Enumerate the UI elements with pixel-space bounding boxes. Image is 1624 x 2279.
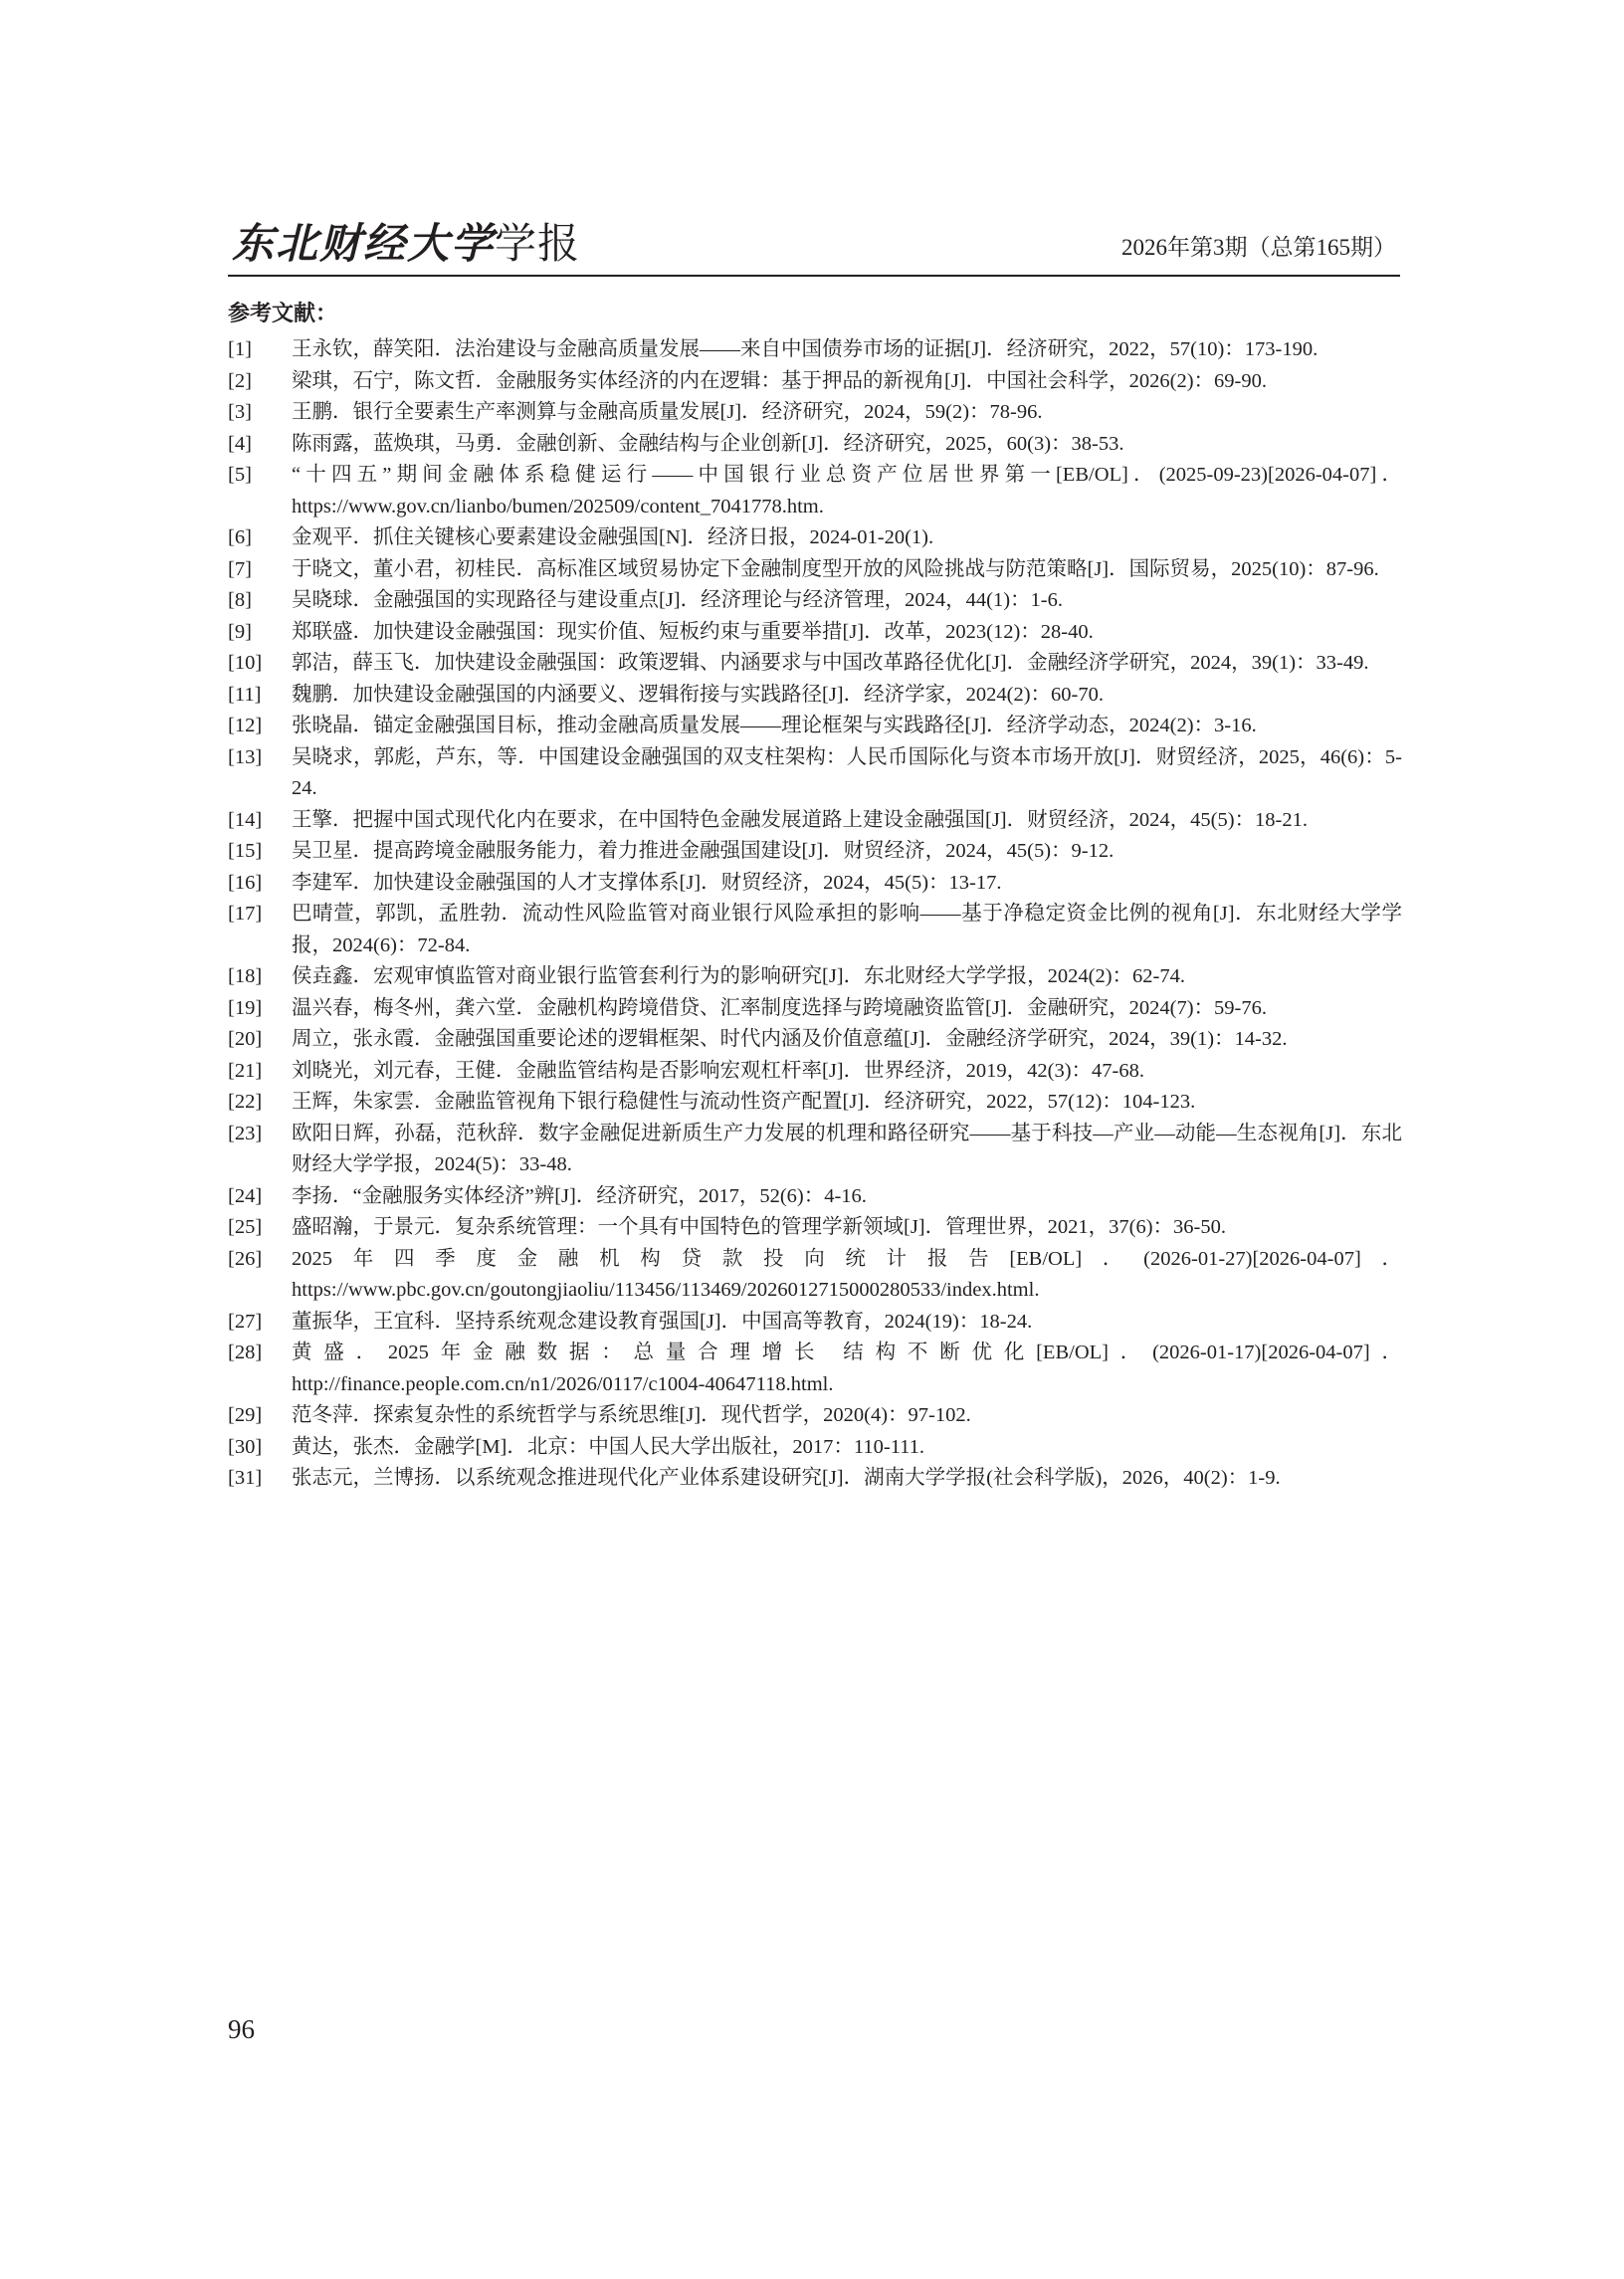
reference-text: 吴晓球．金融强国的实现路径与建设重点[J]．经济理论与经济管理，2024，44(1)：1-6. <box>292 589 1063 611</box>
reference-number: [29] <box>228 1404 263 1426</box>
reference-item <box>228 1024 1402 1056</box>
reference-number: [30] <box>228 1435 263 1458</box>
reference-number: [21] <box>228 1059 263 1082</box>
reference-item <box>228 1212 1402 1244</box>
reference-number: [16] <box>228 871 263 894</box>
reference-item <box>228 680 1402 712</box>
reference-number: [10] <box>228 652 263 674</box>
reference-text: 吴卫星．提高跨境金融服务能力，着力推进金融强国建设[J]．财贸经济，2024，45(5)：9-12. <box>292 840 1115 862</box>
reference-number: [11] <box>228 683 262 706</box>
reference-text: “十四五”期间金融体系稳健运行——中国银行业总资产位居世界第一[EB/OL]．(2025-09-23)[2026-04-07]．https://www.gov.cn/lianbo/bumen/202509/content_7041778.htm. <box>292 464 1402 518</box>
reference-text: 李建军．加快建设金融强国的人才支撑体系[J]．财贸经济，2024，45(5)：13-17. <box>292 871 1002 894</box>
reference-text: 于晓文，董小君，初桂民．高标准区域贸易协定下金融制度型开放的风险挑战与防范策略[J]．国际贸易，2025(10)：87-96. <box>292 557 1379 580</box>
reference-text: 王永钦，薛笑阳．法治建设与金融高质量发展——来自中国债券市场的证据[J]．经济研究，2022，57(10)：173-190. <box>292 338 1319 360</box>
journal-title <box>232 219 580 269</box>
reference-item <box>228 742 1402 805</box>
running-header <box>228 211 1400 277</box>
reference-item <box>228 836 1402 868</box>
reference-number: [5] <box>228 464 252 486</box>
journal-title-calligraphy: 东北财经大学 <box>232 219 496 268</box>
reference-item <box>228 366 1402 398</box>
reference-item <box>228 397 1402 429</box>
reference-number: [26] <box>228 1247 263 1270</box>
reference-number: [13] <box>228 745 263 768</box>
reference-item <box>228 1307 1402 1339</box>
reference-text: 范冬萍．探索复杂性的系统哲学与系统思维[J]．现代哲学，2020(4)：97-102. <box>292 1404 971 1426</box>
reference-item <box>228 993 1402 1025</box>
reference-number: [27] <box>228 1310 263 1333</box>
reference-item <box>228 1181 1402 1213</box>
reference-number: [28] <box>228 1342 263 1363</box>
reference-text: 张志元，兰博扬．以系统观念推进现代化产业体系建设研究[J]．湖南大学学报(社会科学版)，2026，40(2)：1-9. <box>292 1467 1281 1489</box>
reference-text: 陈雨露，蓝焕琪，马勇．金融创新、金融结构与企业创新[J]．经济研究，2025，60(3)：38-53. <box>292 432 1124 455</box>
reference-item <box>228 1087 1402 1119</box>
reference-number: [7] <box>228 557 252 580</box>
reference-text: 欧阳日辉，孙磊，范秋辞．数字金融促进新质生产力发展的机理和路径研究——基于科技—产业—动能—生态视角[J]．东北财经大学学报，2024(5)：33-48. <box>292 1122 1402 1175</box>
reference-text: 刘晓光，刘元春，王健．金融监管结构是否影响宏观杠杆率[J]．世界经济，2019，42(3)：47-68. <box>292 1059 1144 1082</box>
reference-item <box>228 648 1402 680</box>
reference-number: [2] <box>228 369 252 392</box>
reference-text: 魏鹏．加快建设金融强国的内涵要义、逻辑衔接与实践路径[J]．经济学家，2024(2)：60-70. <box>292 683 1104 706</box>
reference-number: [15] <box>228 840 263 862</box>
reference-number: [12] <box>228 715 263 736</box>
references-heading: 参考文献： <box>228 302 338 326</box>
reference-item <box>228 961 1402 993</box>
reference-number: [19] <box>228 996 263 1019</box>
reference-text: 董振华，王宜科．坚持系统观念建设教育强国[J]．中国高等教育，2024(19)：18-24. <box>292 1310 1033 1333</box>
reference-item <box>228 868 1402 900</box>
reference-item <box>228 1432 1402 1464</box>
reference-item <box>228 554 1402 586</box>
reference-item <box>228 1463 1402 1495</box>
reference-number: [1] <box>228 338 252 360</box>
reference-text: 金观平．抓住关键核心要素建设金融强国[N]．经济日报，2024-01-20(1). <box>292 526 934 548</box>
reference-number: [17] <box>228 903 263 925</box>
reference-number: [23] <box>228 1122 263 1144</box>
reference-list <box>228 334 1402 1495</box>
reference-item <box>228 429 1402 461</box>
reference-number: [4] <box>228 432 252 455</box>
reference-number: [18] <box>228 965 263 987</box>
reference-number: [8] <box>228 589 252 611</box>
page-number: 96 <box>228 2014 255 2044</box>
reference-text: 温兴春，梅冬州，龚六堂．金融机构跨境借贷、汇率制度选择与跨境融资监管[J]．金融研究，2024(7)：59-76. <box>292 996 1267 1019</box>
reference-text: 郑联盛．加快建设金融强国：现实价值、短板约束与重要举措[J]．改革，2023(12)：28-40. <box>292 620 1094 643</box>
reference-number: [22] <box>228 1091 263 1113</box>
journal-title-rest: 学报 <box>495 219 581 268</box>
reference-item <box>228 711 1402 742</box>
reference-text: 郭洁，薛玉飞．加快建设金融强国：政策逻辑、内涵要求与中国改革路径优化[J]．金融经济学研究，2024，39(1)：33-49. <box>292 652 1369 674</box>
reference-item <box>228 460 1402 522</box>
reference-text: 梁琪，石宁，陈文哲．金融服务实体经济的内在逻辑：基于押品的新视角[J]．中国社会科学，2026(2)：69-90. <box>292 369 1267 392</box>
reference-number: [14] <box>228 808 263 831</box>
reference-number: [31] <box>228 1467 263 1489</box>
reference-text: 张晓晶．锚定金融强国目标，推动金融高质量发展——理论框架与实践路径[J]．经济学动态，2024(2)：3-16. <box>292 715 1257 736</box>
reference-text: 2025年四季度金融机构贷款投向统计报告[EB/OL]．(2026-01-27)[2026-04-07]．https://www.pbc.gov.cn/goutongjiaoliu/113456/113469/2026012715000280533/index.html. <box>292 1247 1402 1301</box>
reference-text: 王鹏．银行全要素生产率测算与金融高质量发展[J]．经济研究，2024，59(2)：78-96. <box>292 401 1043 423</box>
reference-text: 盛昭瀚，于景元．复杂系统管理：一个具有中国特色的管理学新领域[J]．管理世界，2021，37(6)：36-50. <box>292 1216 1226 1238</box>
issue-info: 2026年第3期（总第165期） <box>1121 235 1396 260</box>
reference-number: [24] <box>228 1184 263 1207</box>
reference-text: 吴晓求，郭彪，芦东，等．中国建设金融强国的双支柱架构：人民币国际化与资本市场开放[J]．财贸经济，2025，46(6)：5-24. <box>292 745 1402 799</box>
reference-number: [3] <box>228 401 252 423</box>
reference-text: 王辉，朱家雲．金融监管视角下银行稳健性与流动性资产配置[J]．经济研究，2022，57(12)：104-123. <box>292 1091 1196 1113</box>
reference-number: [9] <box>228 620 252 643</box>
reference-item <box>228 522 1402 554</box>
reference-text: 巴晴萱，郭凯，孟胜勃．流动性风险监管对商业银行风险承担的影响——基于净稳定资金比例的视角[J]．东北财经大学学报，2024(6)：72-84. <box>292 903 1402 956</box>
reference-item <box>228 1119 1402 1181</box>
reference-text: 李扬．“金融服务实体经济”辨[J]．经济研究，2017，52(6)：4-16. <box>292 1184 867 1207</box>
reference-text: 黄达，张杰．金融学[M]．北京：中国人民大学出版社，2017：110-111. <box>292 1435 925 1458</box>
reference-item <box>228 1244 1402 1307</box>
reference-item <box>228 899 1402 961</box>
reference-item <box>228 1056 1402 1088</box>
reference-item <box>228 805 1402 837</box>
reference-item <box>228 1338 1402 1400</box>
reference-item <box>228 617 1402 649</box>
reference-text: 黄盛．2025年金融数据：总量合理增长 结构不断优化[EB/OL]．(2026-01-17)[2026-04-07]．http://finance.people.com.cn/n1/2026/0117/c1004-40647118.html. <box>292 1342 1402 1395</box>
reference-text: 侯垚鑫．宏观审慎监管对商业银行监管套利行为的影响研究[J]．东北财经大学学报，2024(2)：62-74. <box>292 965 1185 987</box>
reference-item <box>228 585 1402 617</box>
reference-number: [6] <box>228 526 252 548</box>
reference-item <box>228 1400 1402 1432</box>
reference-item <box>228 334 1402 366</box>
reference-text: 周立，张永霞．金融强国重要论述的逻辑框架、时代内涵及价值意蕴[J]．金融经济学研究，2024，39(1)：14-32. <box>292 1028 1288 1050</box>
reference-number: [25] <box>228 1216 263 1238</box>
reference-number: [20] <box>228 1028 263 1050</box>
reference-text: 王擎．把握中国式现代化内在要求，在中国特色金融发展道路上建设金融强国[J]．财贸经济，2024，45(5)：18-21. <box>292 808 1308 831</box>
